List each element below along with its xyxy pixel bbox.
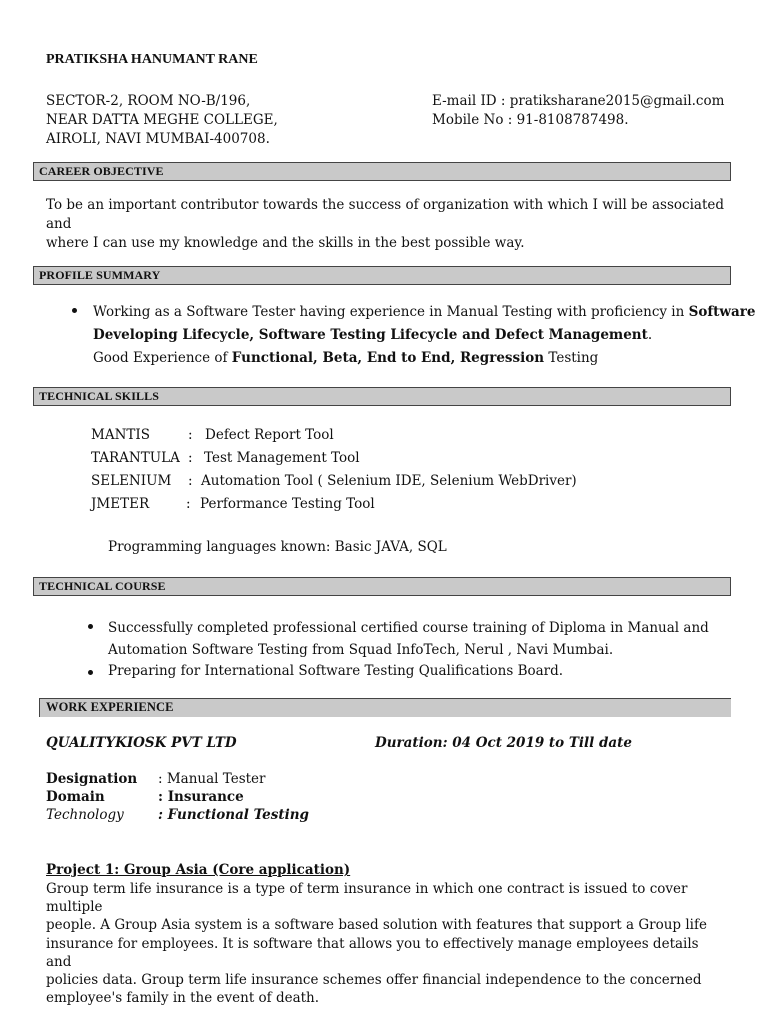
- mobile-line: Mobile No : 91-8108787498.: [432, 112, 629, 128]
- detail-label: Designation: [46, 771, 138, 787]
- text-line: Group term life insurance is a type of term insurance in which one contract is issued to cover multiple: [46, 881, 688, 916]
- bold-span: Software: [688, 304, 756, 320]
- address-line: AIROLI, NAVI MUMBAI-400708.: [46, 131, 270, 147]
- text-span: .: [647, 327, 653, 343]
- text-line: Successfully completed professional certified course training of Diploma in Manual and: [108, 620, 709, 636]
- text-line: Automation Software Testing from Squad InfoTech, Nerul , Navi Mumbai.: [108, 642, 614, 658]
- section-career-objective: [33, 162, 731, 181]
- profile-summary-text: [93, 301, 755, 370]
- email-line: E-mail ID : pratiksharane2015@gmail.com: [432, 93, 725, 109]
- summary-line-1: [93, 301, 755, 324]
- designation-row: [46, 771, 446, 789]
- project-description: [46, 880, 716, 1007]
- bullet-icon: [88, 670, 93, 675]
- text-span: Working as a Software Tester having experience in Manual Testing with proficiency in: [93, 304, 689, 320]
- course-item: Preparing for International Software Testing Qualifications Board.: [108, 663, 564, 679]
- detail-value: [158, 789, 244, 805]
- text-line: policies data. Group term life insurance schemes offer financial independence to the concerned: [46, 972, 702, 989]
- text-line: insurance for employees. It is software that allows you to effectively manage employees details and: [46, 935, 699, 970]
- skill-desc: Performance Testing Tool: [200, 496, 375, 512]
- address-block: [46, 92, 278, 149]
- detail-value: : Manual Tester: [158, 771, 266, 787]
- bold-span: Developing Lifecycle, Software Testing Lifecycle and Defect Management: [93, 327, 648, 343]
- programming-languages: Programming languages known: Basic JAVA, SQL: [108, 539, 447, 555]
- contact-block: [432, 92, 724, 130]
- section-technical-skills: [33, 387, 731, 406]
- course-item: [108, 617, 709, 661]
- text-span: Testing: [544, 350, 599, 366]
- section-work-experience: [39, 698, 731, 717]
- skill-colon: :: [186, 496, 191, 512]
- bold-span: Functional, Beta, End to End, Regression: [231, 350, 545, 366]
- bullet-icon: [72, 308, 77, 313]
- summary-line-3: [93, 347, 755, 370]
- summary-line-2: [93, 324, 755, 347]
- bullet-icon: [88, 624, 93, 629]
- detail-label: Domain: [46, 789, 105, 805]
- career-objective-text: [46, 196, 736, 253]
- detail-label: Technology: [46, 807, 124, 823]
- domain-row: [46, 789, 446, 807]
- technology-row: [46, 807, 446, 825]
- skill-desc: Defect Report Tool: [205, 427, 334, 443]
- section-technical-course: [33, 577, 731, 596]
- skill-colon: :: [188, 450, 193, 466]
- section-heading: PROFILE SUMMARY: [39, 268, 161, 282]
- project-title: Project 1: Group Asia (Core application): [46, 862, 351, 878]
- detail-value-text: Insurance: [167, 789, 244, 805]
- address-line: SECTOR-2, ROOM NO-B/196,: [46, 93, 251, 109]
- section-heading: TECHNICAL COURSE: [39, 579, 166, 593]
- skill-colon: :: [188, 427, 193, 443]
- text-line: employee's family in the event of death.: [46, 990, 320, 1007]
- company-name: QUALITYKIOSK PVT LTD: [46, 735, 237, 751]
- section-heading: WORK EXPERIENCE: [46, 700, 174, 714]
- section-heading: CAREER OBJECTIVE: [39, 164, 164, 178]
- skill-name: MANTIS: [91, 427, 150, 443]
- text-span: Good Experience of: [93, 350, 232, 366]
- section-profile-summary: [33, 266, 731, 285]
- skill-colon: :: [188, 473, 193, 489]
- skill-name: TARANTULA: [91, 450, 180, 466]
- candidate-name: PRATIKSHA HANUMANT RANE: [46, 52, 258, 67]
- skill-desc: Test Management Tool: [204, 450, 360, 466]
- detail-colon: :: [158, 789, 168, 805]
- address-line: NEAR DATTA MEGHE COLLEGE,: [46, 112, 278, 128]
- text-line: people. A Group Asia system is a software based solution with features that support a Group life: [46, 917, 707, 934]
- text-line: To be an important contributor towards the success of organization with which I will be associated and: [46, 197, 724, 232]
- skill-desc: Automation Tool ( Selenium IDE, Selenium WebDriver): [201, 473, 577, 489]
- section-heading: TECHNICAL SKILLS: [39, 389, 159, 403]
- skill-name: JMETER: [91, 496, 150, 512]
- skill-name: SELENIUM: [91, 473, 172, 489]
- detail-value: : Functional Testing: [158, 807, 309, 823]
- job-details: [46, 771, 446, 825]
- duration: Duration: 04 Oct 2019 to Till date: [375, 735, 633, 751]
- text-line: where I can use my knowledge and the skills in the best possible way.: [46, 235, 525, 251]
